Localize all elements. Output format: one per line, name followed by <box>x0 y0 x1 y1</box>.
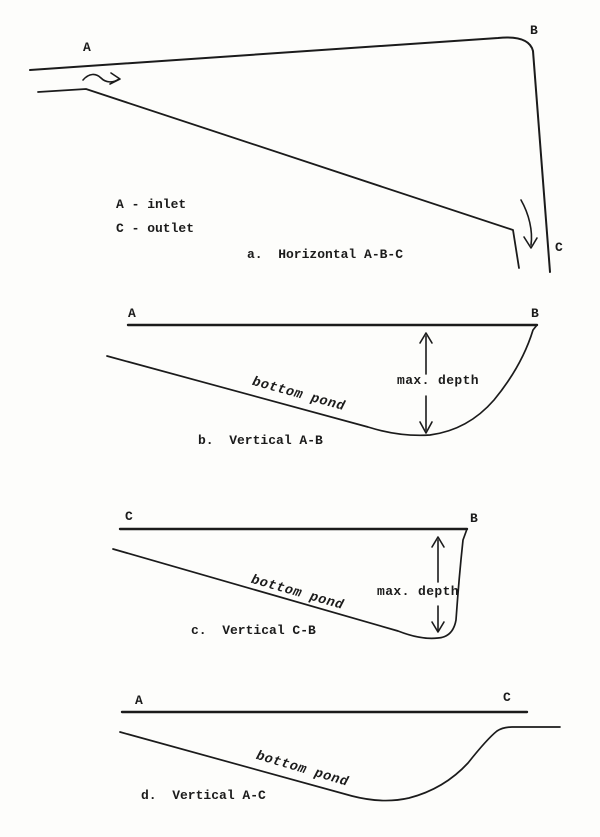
panel-a-point-c-label: C <box>555 240 563 255</box>
legend-outlet: C - outlet <box>116 221 195 236</box>
panel-c-caption: c. Vertical C-B <box>191 623 316 638</box>
panel-b-point-b-label: B <box>531 306 539 321</box>
panel-a-point-b-label: B <box>530 23 538 38</box>
panel-d-point-a-label: A <box>135 693 143 708</box>
panel-c-point-c-label: C <box>125 509 133 524</box>
panel-c-bottom-pond-label: bottom pond <box>249 573 346 614</box>
panel-a-point-a-label: A <box>83 40 91 55</box>
panel-b-point-a-label: A <box>128 306 136 321</box>
panel-c-max-depth-label: max. depth <box>377 584 460 599</box>
panel-b-bottom-pond-label: bottom pond <box>250 375 347 416</box>
panel-d-point-c-label: C <box>503 690 511 705</box>
panel-d-caption: d. Vertical A-C <box>141 788 266 803</box>
panel-b-caption: b. Vertical A-B <box>198 433 323 448</box>
panel-a-lower-bank-line <box>38 89 519 268</box>
panel-a-linework <box>30 38 550 272</box>
outlet-flow-arrow <box>521 200 532 245</box>
panel-a-caption: a. Horizontal A-B-C <box>247 247 404 262</box>
panel-a-top-bank-line <box>30 38 550 272</box>
legend-inlet: A - inlet <box>116 197 187 212</box>
panel-d-bottom-pond-label: bottom pond <box>254 749 351 791</box>
panel-c-point-b-label: B <box>470 511 478 526</box>
panel-b-max-depth-label: max. depth <box>397 373 480 388</box>
